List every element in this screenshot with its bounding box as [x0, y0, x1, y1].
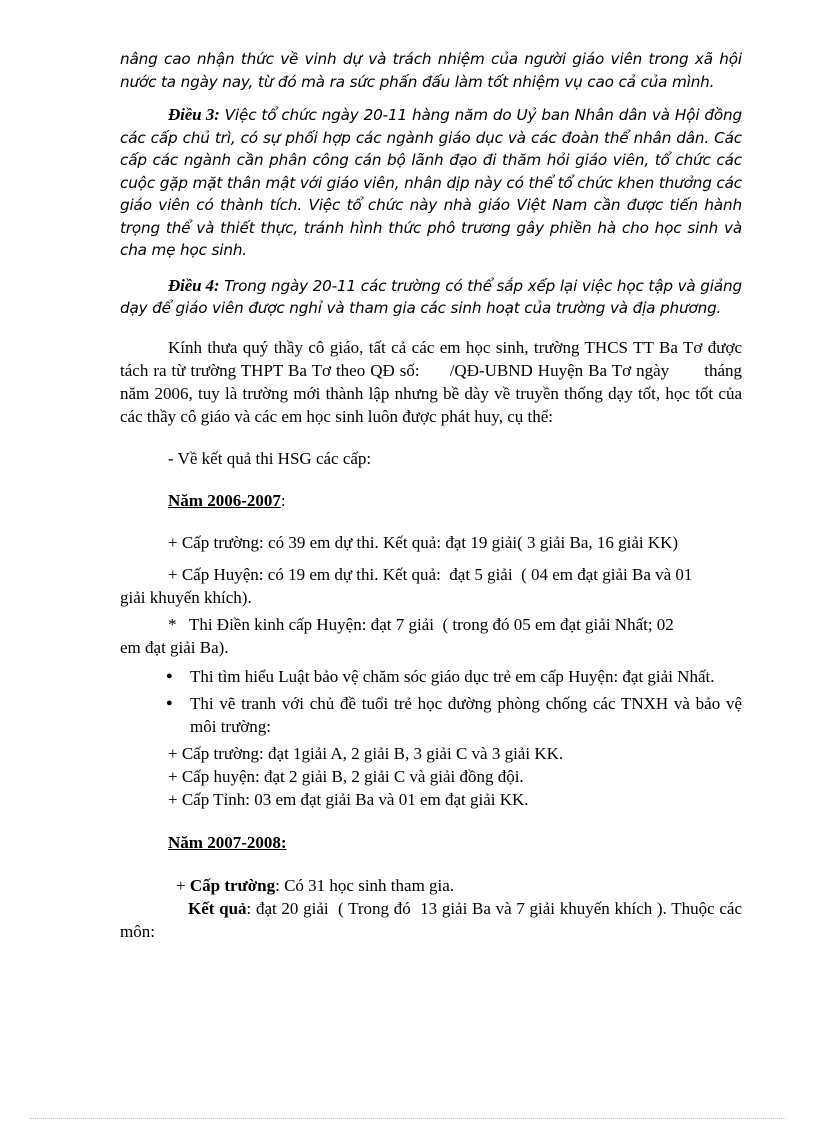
year-2006-district-line1: + Cấp Huyện: có 19 em dự thi. Kết quả: đạt 5 giải ( 04 em đạt giải Ba và 01 [168, 564, 693, 584]
hsg-heading: - Về kết quả thi HSG các cấp: [168, 448, 372, 468]
list-item: ● Thi tìm hiểu Luật bảo vệ chăm sóc giáo dục trẻ em cấp Huyện: đạt giải Nhất. [190, 665, 742, 688]
year-2007-result [120, 897, 747, 943]
year-2007-heading: Năm 2007-2008: [168, 832, 287, 852]
year-2006-athletics-line2: em đạt giải Ba). [120, 637, 229, 657]
year-2007-result-text: : đạt 20 giải ( Trong đó 13 giải Ba và 7 giải khuyến khích ). Thuộc các môn: [120, 898, 747, 941]
list-item: ● Thi vẽ tranh với chủ đề tuổi trẻ học đường phòng chống các TNXH và bảo vệ môi trường: [190, 692, 742, 738]
year-2006-school: + Cấp trường: có 39 em dự thi. Kết quả: đạt 19 giải( 3 giải Ba, 16 giải KK) [168, 532, 679, 552]
year-2007-school-text: : Có 31 học sinh tham gia. [275, 875, 455, 895]
article-4-text: Trong ngày 20-11 các trường có thể sắp xếp lại việc học tập và giảng dạy để giáo viên được nghỉ và tham gia các sinh hoạt của trường và địa phương. [120, 276, 742, 317]
year-2006-heading-line [120, 489, 742, 512]
intro-paragraph: nâng cao nhận thức về vinh dự và trách nhiệm của người giáo viên trong xã hội nước ta ngày nay, từ đó mà ra sức phấn đấu làm tốt nhiệm vụ cao cả của mình. [120, 50, 742, 91]
drawing-result-school: + Cấp trường: đạt 1giải A, 2 giải B, 3 giải C và 3 giải KK. [168, 743, 564, 763]
address-paragraph: Kính thưa quý thầy cô giáo, tất cả các em học sinh, trường THCS TT Ba Tơ được tách ra từ trường THPT Ba Tơ theo QĐ số: /QĐ-UBND Huyện Ba Tơ ngày tháng năm 2006, tuy là trường mới thành lập nhưng bề dày về truyền thống dạy tốt, học tốt của các thầy cô giáo và các em học sinh luôn được phát huy, cụ thể: [120, 337, 768, 426]
document-page [120, 48, 768, 943]
year-2007-result-label: Kết quả [188, 898, 247, 918]
article-3-paragraph [120, 104, 742, 262]
year-2006-bullet-list [120, 665, 742, 738]
article-4-label: Điều 4: [168, 275, 220, 295]
year-2006-district-line2: giải khuyến khích). [120, 587, 252, 607]
year-2007-school-label: Cấp trường [189, 875, 276, 895]
page-bottom-divider [30, 1118, 786, 1119]
article-3-text: Việc tổ chức ngày 20-11 hàng năm do Uỷ ban Nhân dân và Hội đồng các cấp chủ trì, có sự phối hợp các ngành giáo dục và các đoàn thể nhân dân. Các cấp các ngành cần phân công cán bộ lãnh đạo đi thăm hỏi giáo viên, tổ chức các cuộc gặp mặt thân mật với giáo viên, nhân dịp này có thể tổ chức khen thưởng các giáo viên có thành tích. Việc tổ chức này nhà giáo Việt Nam cần được tiến hành trọng thể và thiết thực, tránh hình thức phô trương gây phiền hà cho học sinh và cha mẹ học sinh. [120, 106, 742, 259]
year-2007-school-prefix: + [176, 875, 190, 895]
drawing-result-district: + Cấp huyện: đạt 2 giải B, 2 giải C và giải đồng đội. [168, 766, 524, 786]
year-2006-colon: : [280, 490, 286, 510]
article-4-paragraph [120, 275, 742, 320]
year-2006-heading: Năm 2006-2007 [168, 490, 281, 510]
article-3-label: Điều 3: [168, 105, 220, 124]
drawing-result-province: + Cấp Tỉnh: 03 em đạt giải Ba và 01 em đạt giải KK. [168, 789, 529, 809]
year-2006-athletics-line1: * Thi Điền kinh cấp Huyện: đạt 7 giải ( trong đó 05 em đạt giải Nhất; 02 [168, 614, 674, 634]
year-2007-school [120, 874, 742, 897]
